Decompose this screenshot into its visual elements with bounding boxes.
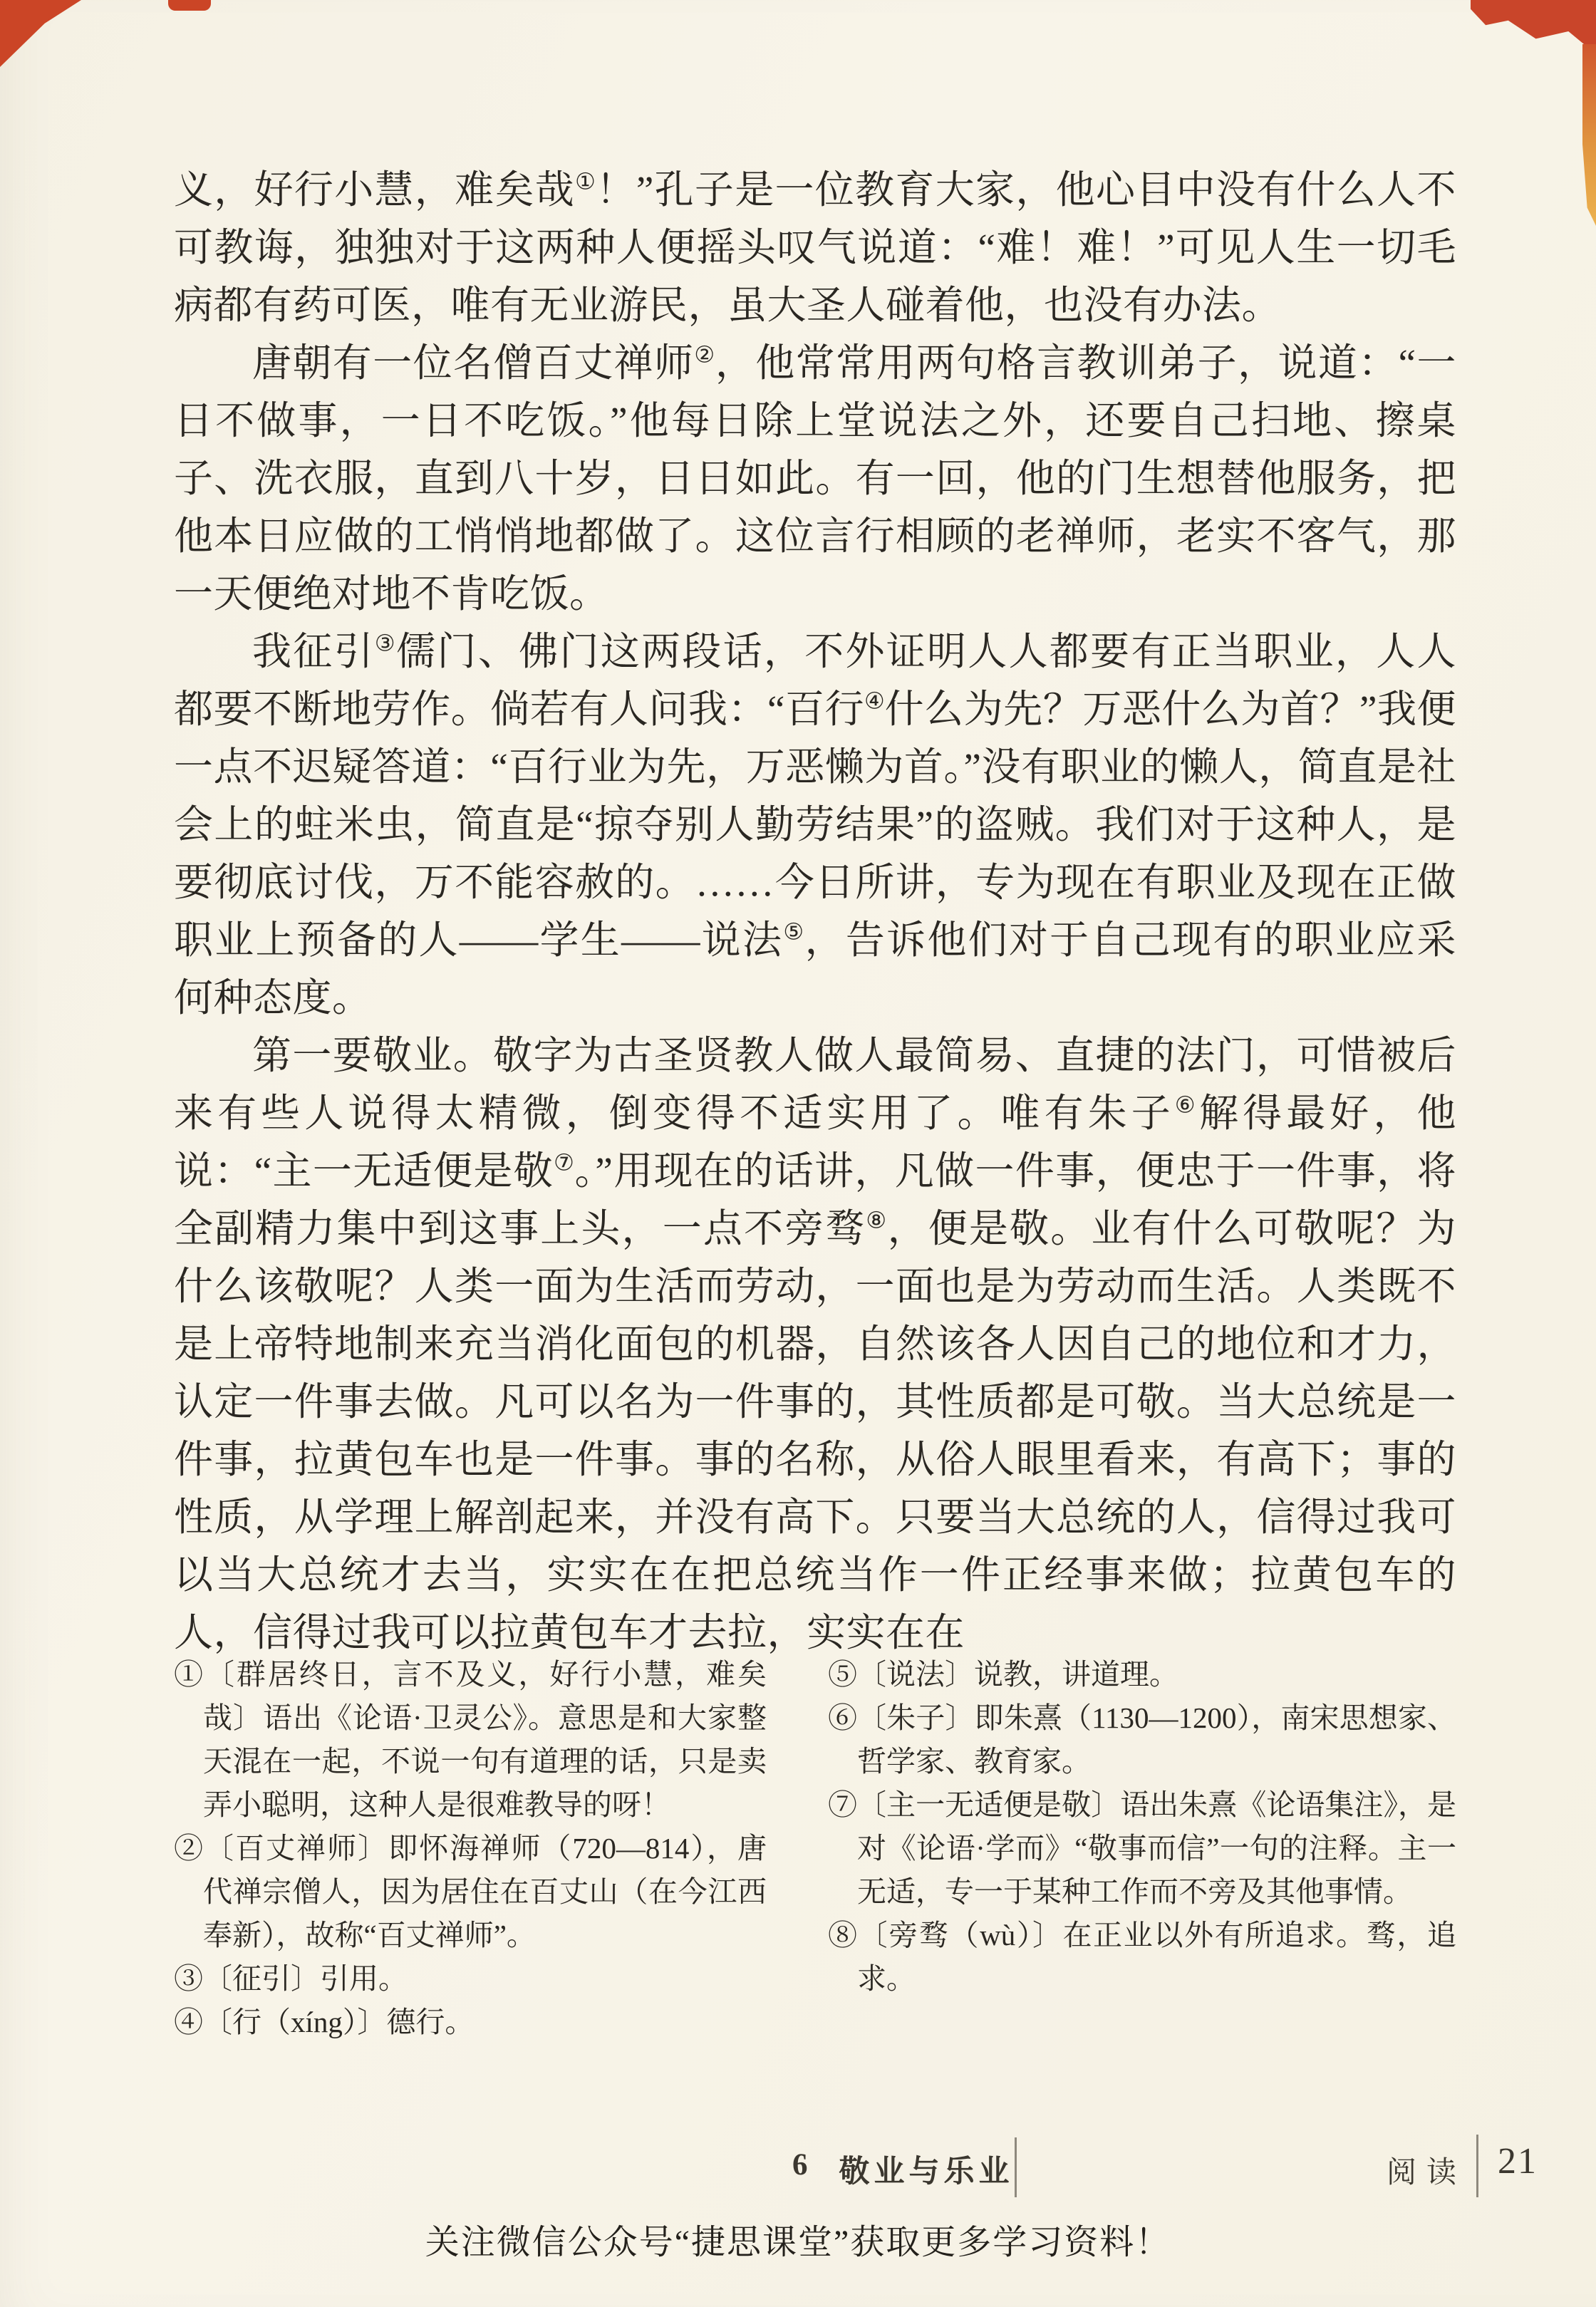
watermark-text: 关注微信公众号“捷思课堂”获取更多学习资料！ [425, 2224, 1171, 2261]
footer-divider [1476, 2135, 1478, 2197]
red-corner-mark-top-left [0, 0, 81, 67]
paragraph-continuation: 义，好行小慧，难矣哉①！”孔子是一位教育大家，他心目中没有什么人不可教诲，独独对于这两种人便摇头叹气说道：“难！难！”可见人生一切毛病都有药可医，唯有无业游民，虽大圣人碰着他，也没有办法。 [174, 168, 1456, 327]
section-label: 阅读 [1387, 2157, 1467, 2189]
footnote-item: ③〔征引〕引用。 [174, 1962, 408, 1995]
footnote-item: ①〔群居终日，言不及义，好行小慧，难矣哉〕语出《论语·卫灵公》。意思是和大家整天混在一起，不说一句有道理的话，只是卖弄小聪明，这种人是很难教导的呀！ [174, 1658, 767, 1821]
body-text [174, 161, 1456, 1661]
page-number: 21 [1498, 2141, 1538, 2182]
footer-divider [1015, 2137, 1017, 2197]
paragraph: 第一要敬业。敬字为古圣贤教人做人最简易、直捷的法门，可惜被后来有些人说得太精微，倒变得不适实用了。唯有朱子⑥解得最好，他说：“主一无适便是敬⑦。”用现在的话讲，凡做一件事，便忠于一件事，将全副精力集中到这事上头，一点不旁骛⑧，便是敬。业有什么可敬呢？为什么该敬呢？人类一面为生活而劳动，一面也是为劳动而生活。人类既不是上帝特地制来充当消化面包的机器，自然该各人因自己的地位和才力，认定一件事去做。凡可以名为一件事的，其性质都是可敬。当大总统是一件事，拉黄包车也是一件事。事的名称，从俗人眼里看来，有高下；事的性质，从学理上解剖起来，并没有高下。只要当大总统的人，信得过我可以当大总统才去当，实实在在把总统当作一件正经事来做；拉黄包车的人，信得过我可以拉黄包车才去拉，实实在在 [174, 1034, 1457, 1654]
footnotes-section [174, 1653, 1456, 2044]
lesson-title: 敬业与乐业 [839, 2155, 1014, 2189]
orange-strip-right-edge [1582, 44, 1596, 226]
red-corner-mark-top-right [1471, 0, 1596, 57]
footer-lesson [792, 2147, 1014, 2191]
paragraph: 唐朝有一位名僧百丈禅师②，他常常用两句格言教训弟子，说道：“一日不做事，一日不吃饭。”他每日除上堂说法之外，还要自己扫地、擦桌子、洗衣服，直到八十岁，日日如此。有一回，他的门生想替他服务，把他本日应做的工悄悄地都做了。这位言行相顾的老禅师，老实不客气，那一天便绝对地不肯吃饭。 [174, 341, 1456, 616]
footnote-item: ⑤〔说法〕说教，讲道理。 [828, 1658, 1178, 1691]
footnote-item: ⑦〔主一无适便是敬〕语出朱熹《论语集注》，是对《论语·学而》“敬事而信”一句的注释。主一无适，专一于某种工作而不旁及其他事情。 [828, 1788, 1456, 1908]
footnote-item: ④〔行（xíng）〕德行。 [174, 2006, 475, 2038]
footnote-item: ⑧〔旁骛（wù）〕在正业以外有所追求。骛，追求。 [828, 1919, 1456, 1995]
red-streak-top-edge [168, 0, 211, 11]
paragraph: 我征引③儒门、佛门这两段话，不外证明人人都要有正当职业，人人都要不断地劳作。倘若有人问我：“百行④什么为先？万恶什么为首？”我便一点不迟疑答道：“百行业为先，万恶懒为首。”没有职业的懒人，简直是社会上的蛀米虫，简直是“掠夺别人勤劳结果”的盗贼。我们对于这种人，是要彻底讨伐，万不能容赦的。……今日所讲，专为现在有职业及现在正做职业上预备的人——学生——说法⑤，告诉他们对于自己现有的职业应采何种态度。 [174, 630, 1456, 1020]
footnotes-column-left [174, 1653, 767, 2044]
footnotes-column-right [828, 1653, 1456, 2044]
footnote-item: ②〔百丈禅师〕即怀海禅师（720—814），唐代禅宗僧人，因为居住在百丈山（在今江西奉新），故称“百丈禅师”。 [174, 1832, 767, 1951]
footnote-item: ⑥〔朱子〕即朱熹（1130—1200），南宋思想家、哲学家、教育家。 [828, 1701, 1456, 1778]
lesson-number: 6 [792, 2148, 812, 2182]
